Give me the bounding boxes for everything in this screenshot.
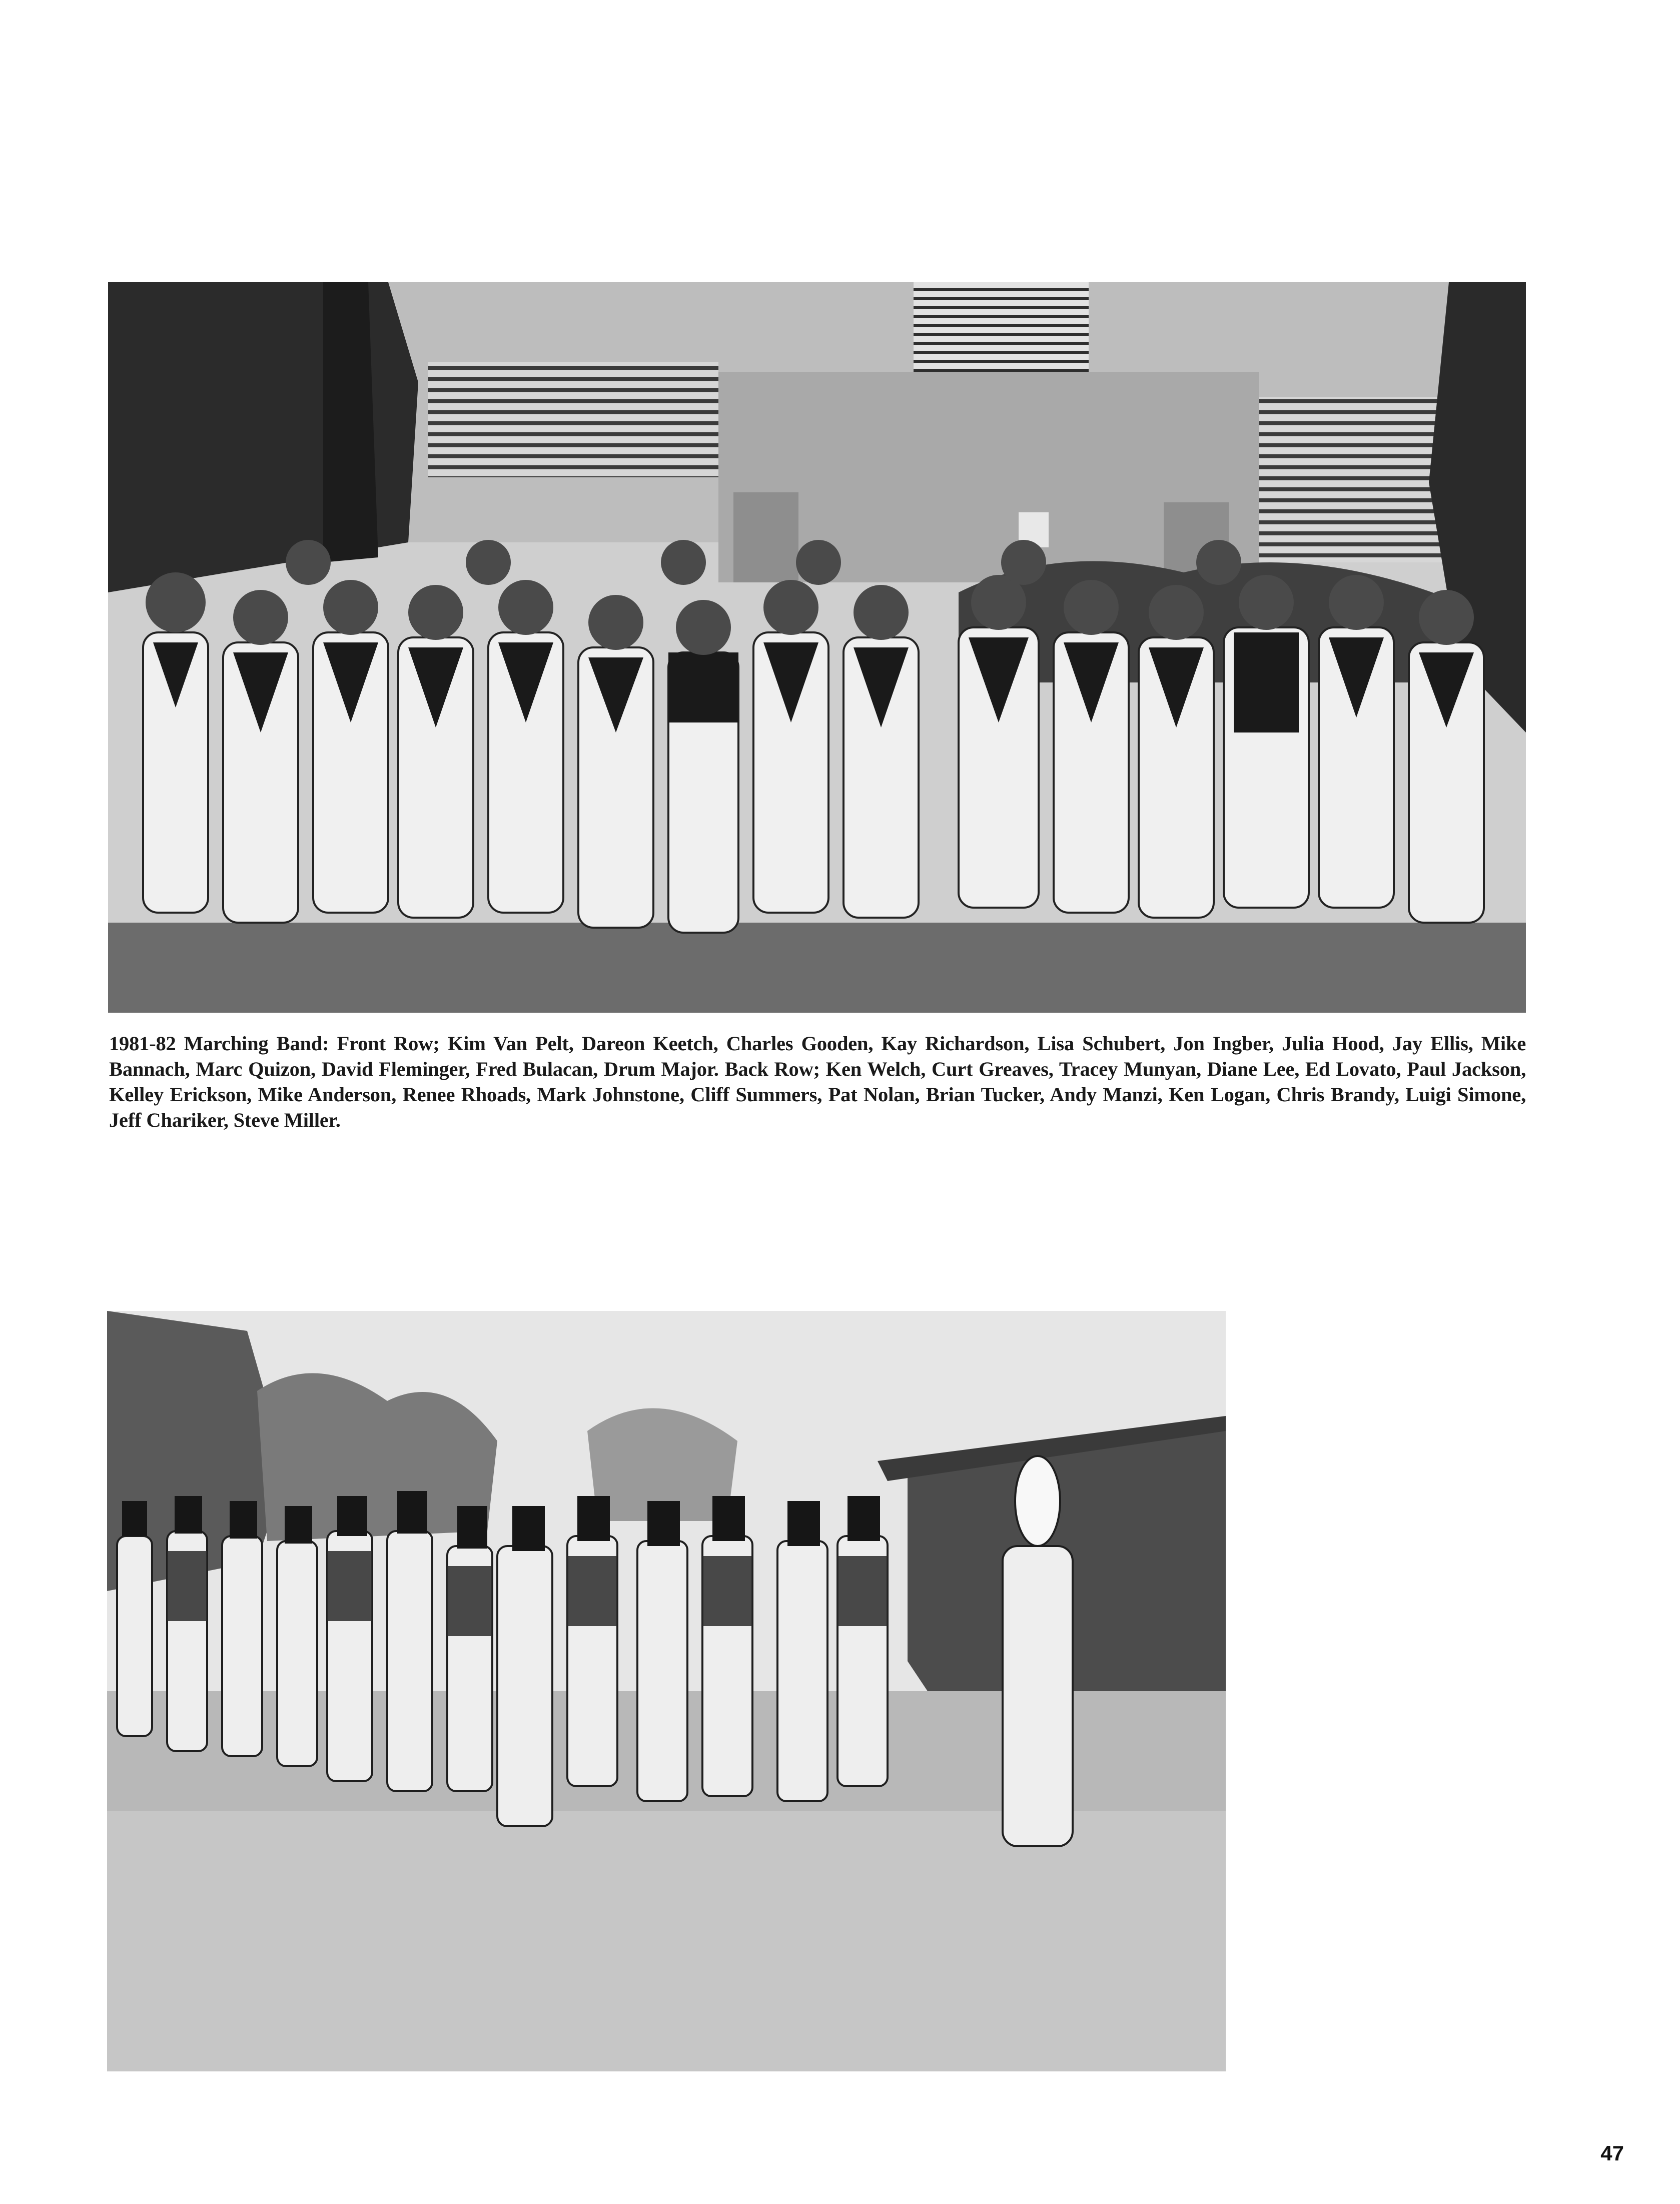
- marching-band-group-photo: [108, 282, 1526, 1013]
- group-photo-illustration: [108, 282, 1526, 1013]
- page-number: 47: [1600, 2141, 1624, 2165]
- field-photo-illustration: [107, 1311, 1226, 2071]
- marching-band-field-photo: [107, 1311, 1226, 2071]
- photo-caption: 1981-82 Marching Band: Front Row; Kim Van Pelt, Dareon Keetch, Charles Gooden, Kay Richardson, Lisa Schubert, Jon Ingber, Julia Hood, Jay Ellis, Mike Bannach, Marc Quizon, David Fleminger, Fred Bulacan, Drum Major. Back Row; Ken Welch, Curt Greaves, Tracey Munyan, Diane Lee, Ed Lovato, Paul Jackson, Kelley Erickson, Mike Anderson, Renee Rhoads, Mark Johnstone, Cliff Summers, Pat Nolan, Brian Tucker, Andy Manzi, Ken Logan, Chris Brandy, Luigi Simone, Jeff Chariker, Steve Miller.: [109, 1032, 1526, 1131]
